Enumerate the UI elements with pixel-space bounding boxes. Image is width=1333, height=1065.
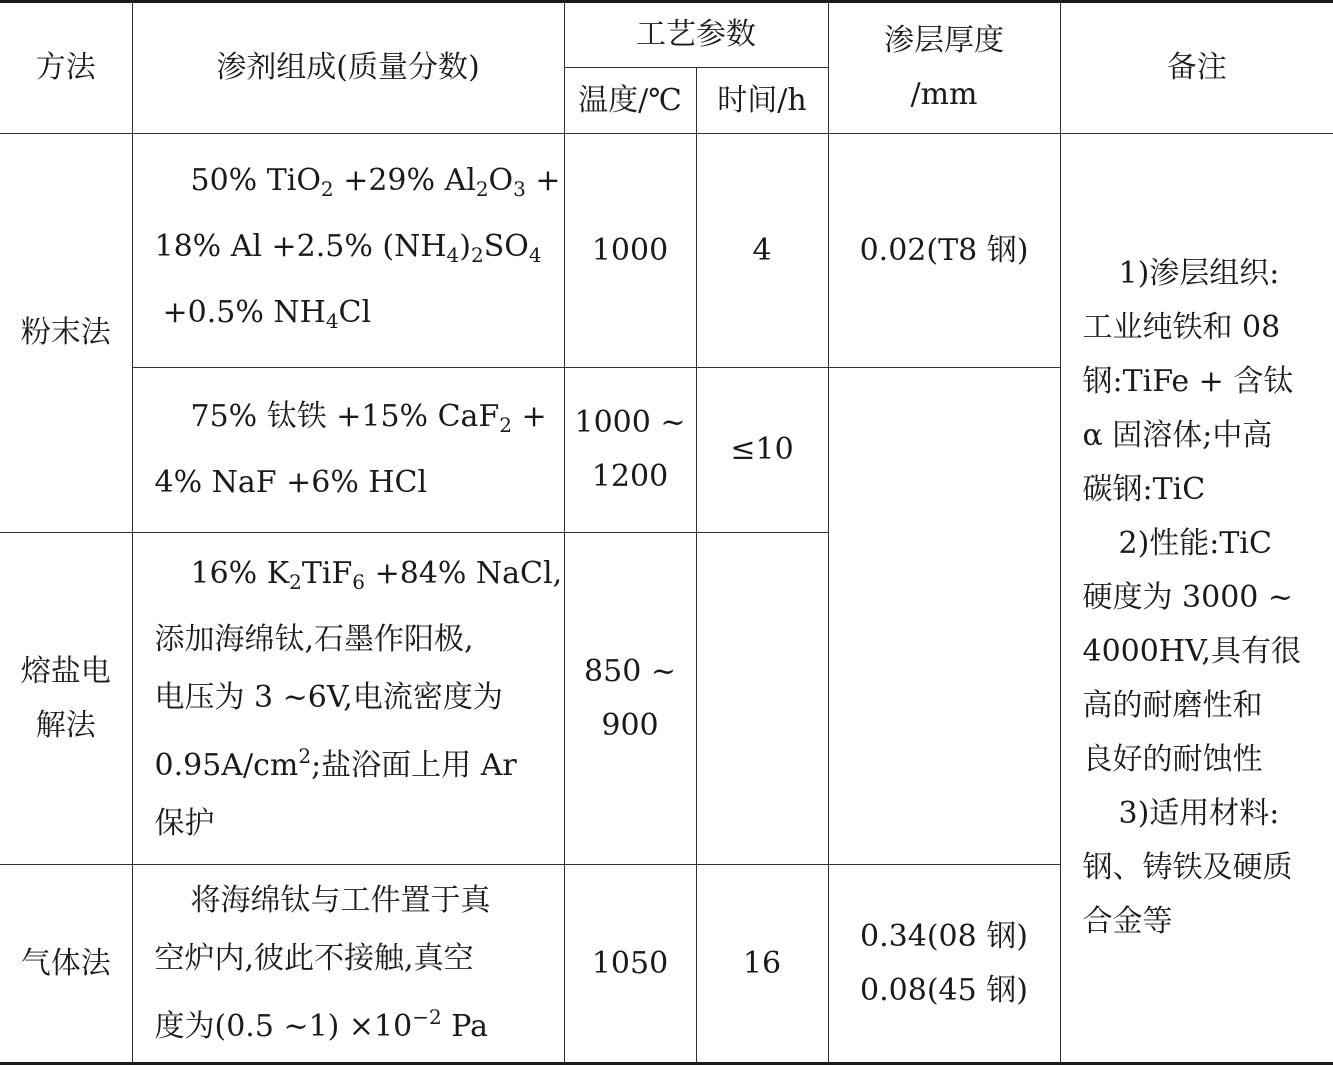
- composition-text: Pa: [441, 1008, 488, 1044]
- header-method: 方法: [0, 2, 132, 134]
- header-notes: 备注: [1060, 2, 1333, 134]
- thickness-value-empty: [828, 368, 1060, 865]
- exponent: −2: [412, 1004, 442, 1029]
- composition-line: 电压为 3 ~6V,电流密度为: [154, 679, 503, 715]
- composition-line: +0.5% $NH_4Cl$: [162, 294, 372, 333]
- note-line: 工业纯铁和 08: [1082, 310, 1281, 345]
- temperature-line: 1200: [591, 459, 669, 494]
- temperature-line: 900: [601, 707, 659, 743]
- composition-line: 4% NaF +6% HCl: [154, 465, 428, 500]
- composition-line: 18% Al +2.5% $(NH_4)_2SO_4$: [154, 228, 542, 267]
- time-value: ≤10: [696, 368, 828, 533]
- composition-line: $0.95A/cm^2$;盐浴面上用 Ar: [154, 743, 517, 783]
- note-line: 良好的耐蚀性: [1082, 742, 1263, 777]
- composition-line: 50% TiO$_2$ +29% $Al_2O_3$ +: [190, 162, 561, 201]
- header-temperature: 温度/℃: [564, 68, 696, 134]
- thickness-line: 0.08(45 钢): [860, 972, 1028, 1008]
- method-line: 熔盐电: [20, 653, 111, 689]
- method-line: 解法: [35, 707, 96, 743]
- composition-line: 将海绵钛与工件置于真: [190, 882, 491, 918]
- note-line: 碳钢:TiC: [1082, 472, 1206, 507]
- composition-text: 度为(0.5 ~1) ×10: [154, 1008, 413, 1044]
- temperature-value: [564, 368, 696, 533]
- thickness-line: 0.34(08 钢): [860, 918, 1028, 954]
- notes-cell: [1060, 134, 1333, 1064]
- composition-text: ;盐浴面上用 Ar: [311, 747, 517, 783]
- time-value-empty: [696, 533, 828, 865]
- note-line: 钢、铸铁及硬质: [1082, 850, 1293, 885]
- note-line: 钢:TiFe + 含钛: [1082, 364, 1294, 399]
- temperature-value: 1000: [564, 134, 696, 368]
- composition-line: [155, 988, 544, 1056]
- thickness-value: [828, 865, 1060, 1064]
- header-process-params: 工艺参数: [564, 2, 828, 68]
- composition-line: 添加海绵钛,石墨作阳极,: [154, 621, 474, 657]
- header-time: 时间/h: [696, 68, 828, 134]
- header-thickness-line1: 渗层厚度: [884, 23, 1004, 58]
- composition-powder-1: [132, 134, 564, 368]
- note-line: α 固溶体;中高: [1082, 418, 1273, 453]
- note-line: 4000HV,具有很: [1082, 634, 1301, 669]
- method-molten-salt: [0, 533, 132, 865]
- header-thickness: [828, 2, 1060, 134]
- header-thickness-line2: /mm: [910, 77, 978, 112]
- time-value: 16: [696, 865, 828, 1064]
- composition-line: 16% $K_2TiF_6 +84\%$ NaCl,: [190, 555, 563, 594]
- note-line: 2)性能:TiC: [1118, 526, 1272, 561]
- composition-text: 0.95A/cm: [154, 747, 299, 783]
- note-line: 1)渗层组织:: [1118, 256, 1280, 291]
- note-line: 3)适用材料:: [1118, 796, 1280, 831]
- composition-molten-salt: [132, 533, 564, 865]
- composition-line: 空炉内,彼此不接触,真空: [154, 940, 474, 976]
- thickness-value: 0.02(T8 钢): [828, 134, 1060, 368]
- method-powder: 粉末法: [0, 134, 132, 533]
- note-line: 硬度为 3000 ~: [1082, 580, 1294, 615]
- temperature-value: [564, 533, 696, 865]
- header-composition: 渗剂组成(质量分数): [132, 2, 564, 134]
- note-line: 合金等: [1082, 904, 1173, 939]
- note-line: 高的耐磨性和: [1082, 688, 1263, 723]
- temperature-line: 1000 ~: [574, 405, 686, 440]
- time-value: 4: [696, 134, 828, 368]
- composition-line: 75% 钛铁 +15% CaF$_2$ +: [190, 399, 547, 437]
- composition-powder-2: [132, 368, 564, 533]
- temperature-value: 1050: [564, 865, 696, 1064]
- composition-line: 保护: [154, 805, 215, 841]
- composition-gas: [132, 865, 564, 1064]
- temperature-line: 850 ~: [584, 653, 676, 689]
- method-gas: 气体法: [0, 865, 132, 1064]
